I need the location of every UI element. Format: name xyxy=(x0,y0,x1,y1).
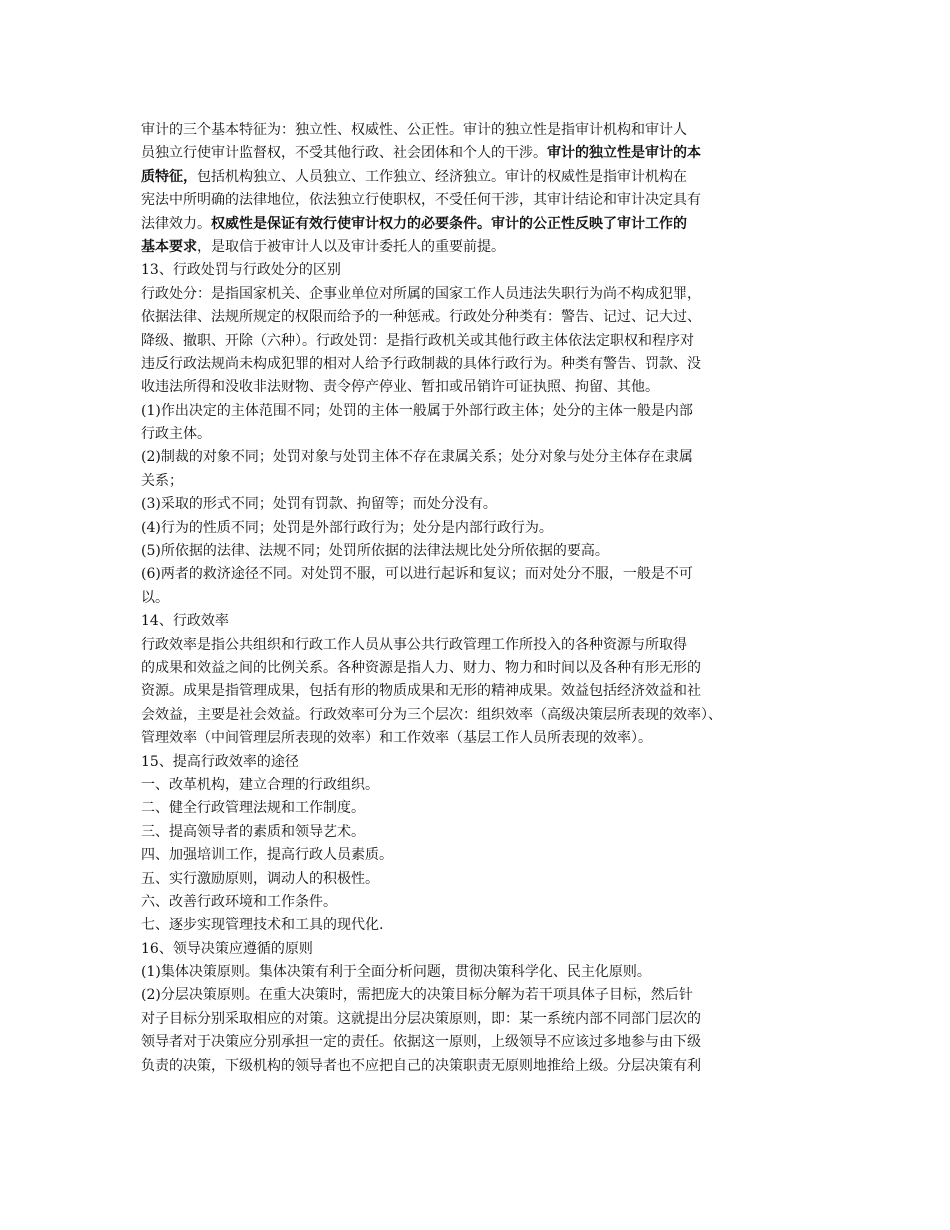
text-line xyxy=(141,634,821,657)
body-text: 宪法中所明确的法律地位，依法独立行使职权，不受任何干涉，其审计结论和审计决定具有 xyxy=(141,192,701,209)
body-text: 的成果和效益之间的比例关系。各种资源是指人力、财力、物力和时间以及各种有形无形的 xyxy=(141,659,701,676)
text-line xyxy=(141,119,821,142)
body-text: 六、改善行政环境和工作条件。 xyxy=(141,893,337,910)
body-text: 法律效力。 xyxy=(141,215,211,232)
body-text: (2)制裁的对象不同；处罚对象与处罚主体不存在隶属关系；处分对象与处分主体存在隶属 xyxy=(141,449,693,466)
text-line xyxy=(141,680,821,703)
body-text: 五、实行激励原则，调动人的积极性。 xyxy=(141,870,379,887)
text-line xyxy=(141,821,821,844)
text-line xyxy=(141,1055,821,1078)
text-line xyxy=(141,751,821,774)
body-text: 三、提高领导者的素质和领导艺术。 xyxy=(141,823,365,840)
text-line xyxy=(141,868,821,891)
body-text: 收违法所得和没收非法财物、责令停产停业、暂扣或吊销许可证执照、拘留、其他。 xyxy=(141,379,659,396)
body-text: 管理效率（中间管理层所表现的效率）和工作效率（基层工作人员所表现的效率）。 xyxy=(141,730,652,747)
text-line xyxy=(141,727,821,750)
body-text: 15、提高行政效率的途径 xyxy=(141,753,299,770)
body-text: 行政处分：是指国家机关、企事业单位对所属的国家工作人员违法失职行为尚不构成犯罪， xyxy=(141,285,701,302)
text-line xyxy=(141,914,821,937)
text-line xyxy=(141,610,821,633)
body-text: (1)集体决策原则。集体决策有利于全面分析问题，贯彻决策科学化、民主化原则。 xyxy=(141,964,651,981)
text-line xyxy=(141,142,821,165)
text-line xyxy=(141,984,821,1007)
text-line xyxy=(141,306,821,329)
document-body xyxy=(141,119,821,1078)
body-text: 负责的决策，下级机构的领导者也不应把自己的决策职责无原则地推给上级。分层决策有利 xyxy=(141,1057,701,1074)
text-line xyxy=(141,493,821,516)
body-text: 依据法律、法规所规定的权限而给予的一种惩戒。行政处分种类有：警告、记过、记大过、 xyxy=(141,309,701,326)
body-text: (4)行为的性质不同；处罚是外部行政行为；处分是内部行政行为。 xyxy=(141,519,553,536)
body-text: (1)作出决定的主体范围不同；处罚的主体一般属于外部行政主体；处分的主体一般是内部 xyxy=(141,402,693,419)
text-line xyxy=(141,844,821,867)
body-text: 对子目标分别采取相应的对策。这就提出分层决策原则，即：某一系统内部不同部门层次的 xyxy=(141,1010,701,1027)
body-text: 领导者对于决策应分别承担一定的责任。依据这一原则，上级领导不应该过多地参与由下级 xyxy=(141,1034,701,1051)
text-line xyxy=(141,353,821,376)
bold-text: 基本要求 xyxy=(141,238,197,255)
text-line xyxy=(141,283,821,306)
text-line xyxy=(141,189,821,212)
text-line xyxy=(141,259,821,282)
body-text: 包括机构独立、人员独立、工作独立、经济独立。审计的权威性是指审计机构在 xyxy=(197,168,687,185)
text-line xyxy=(141,1008,821,1031)
text-line xyxy=(141,961,821,984)
body-text: 16、领导决策应遵循的原则 xyxy=(141,940,313,957)
text-line xyxy=(141,774,821,797)
text-line xyxy=(141,446,821,469)
text-line xyxy=(141,213,821,236)
body-text: 关系； xyxy=(141,472,183,489)
text-line xyxy=(141,470,821,493)
body-text: 二、健全行政管理法规和工作制度。 xyxy=(141,800,365,817)
body-text: 降级、撤职、开除（六种）。行政处罚：是指行政机关或其他行政主体依法定职权和程序对 xyxy=(141,332,694,349)
body-text: 13、行政处罚与行政处分的区别 xyxy=(141,262,341,279)
body-text: 七、逐步实现管理技术和工具的现代化. xyxy=(141,917,384,934)
text-line xyxy=(141,891,821,914)
body-text: 一、改革机构，建立合理的行政组织。 xyxy=(141,776,379,793)
body-text: 资源。成果是指管理成果，包括有形的物质成果和无形的精神成果。效益包括经济效益和社 xyxy=(141,683,701,700)
body-text: (5)所依据的法律、法规不同；处罚所依据的法律法规比处分所依据的要高。 xyxy=(141,543,609,560)
body-text: 行政效率是指公共组织和行政工作人员从事公共行政管理工作所投入的各种资源与所取得 xyxy=(141,636,687,653)
text-line xyxy=(141,166,821,189)
text-line xyxy=(141,400,821,423)
body-text: ，是取信于被审计人以及审计委托人的重要前提。 xyxy=(197,238,505,255)
bold-text: 质特征， xyxy=(141,168,197,185)
text-line xyxy=(141,797,821,820)
body-text: (6)两者的救济途径不同。对处罚不服，可以进行起诉和复议；而对处分不服，一般是不可 xyxy=(141,566,693,583)
body-text: 违反行政法规尚未构成犯罪的相对人给予行政制裁的具体行政行为。种类有警告、罚款、没 xyxy=(141,355,701,372)
body-text: 会效益，主要是社会效益。行政效率可分为三个层次：组织效率（高级决策层所表现的效率）、 xyxy=(141,706,722,723)
text-line xyxy=(141,657,821,680)
text-line xyxy=(141,517,821,540)
bold-text: 审计的独立性是审计的本 xyxy=(547,145,701,162)
bold-text: 权威性是保证有效行使审计权力的必要条件。审计的公正性反映了审计工作的 xyxy=(211,215,687,232)
text-line xyxy=(141,587,821,610)
text-line xyxy=(141,330,821,353)
body-text: (3)采取的形式不同；处罚有罚款、拘留等；而处分没有。 xyxy=(141,496,497,513)
text-line xyxy=(141,236,821,259)
text-line xyxy=(141,704,821,727)
text-line xyxy=(141,938,821,961)
body-text: (2)分层决策原则。在重大决策时，需把庞大的决策目标分解为若干项具体子目标，然后针 xyxy=(141,987,693,1004)
body-text: 员独立行使审计监督权，不受其他行政、社会团体和个人的干涉。 xyxy=(141,145,547,162)
text-line xyxy=(141,540,821,563)
text-line xyxy=(141,563,821,586)
text-line xyxy=(141,376,821,399)
body-text: 行政主体。 xyxy=(141,426,211,443)
text-line xyxy=(141,1031,821,1054)
text-line xyxy=(141,423,821,446)
body-text: 四、加强培训工作，提高行政人员素质。 xyxy=(141,847,393,864)
body-text: 14、行政效率 xyxy=(141,613,229,630)
body-text: 审计的三个基本特征为：独立性、权威性、公正性。审计的独立性是指审计机构和审计人 xyxy=(141,122,687,138)
body-text: 以。 xyxy=(141,589,169,606)
